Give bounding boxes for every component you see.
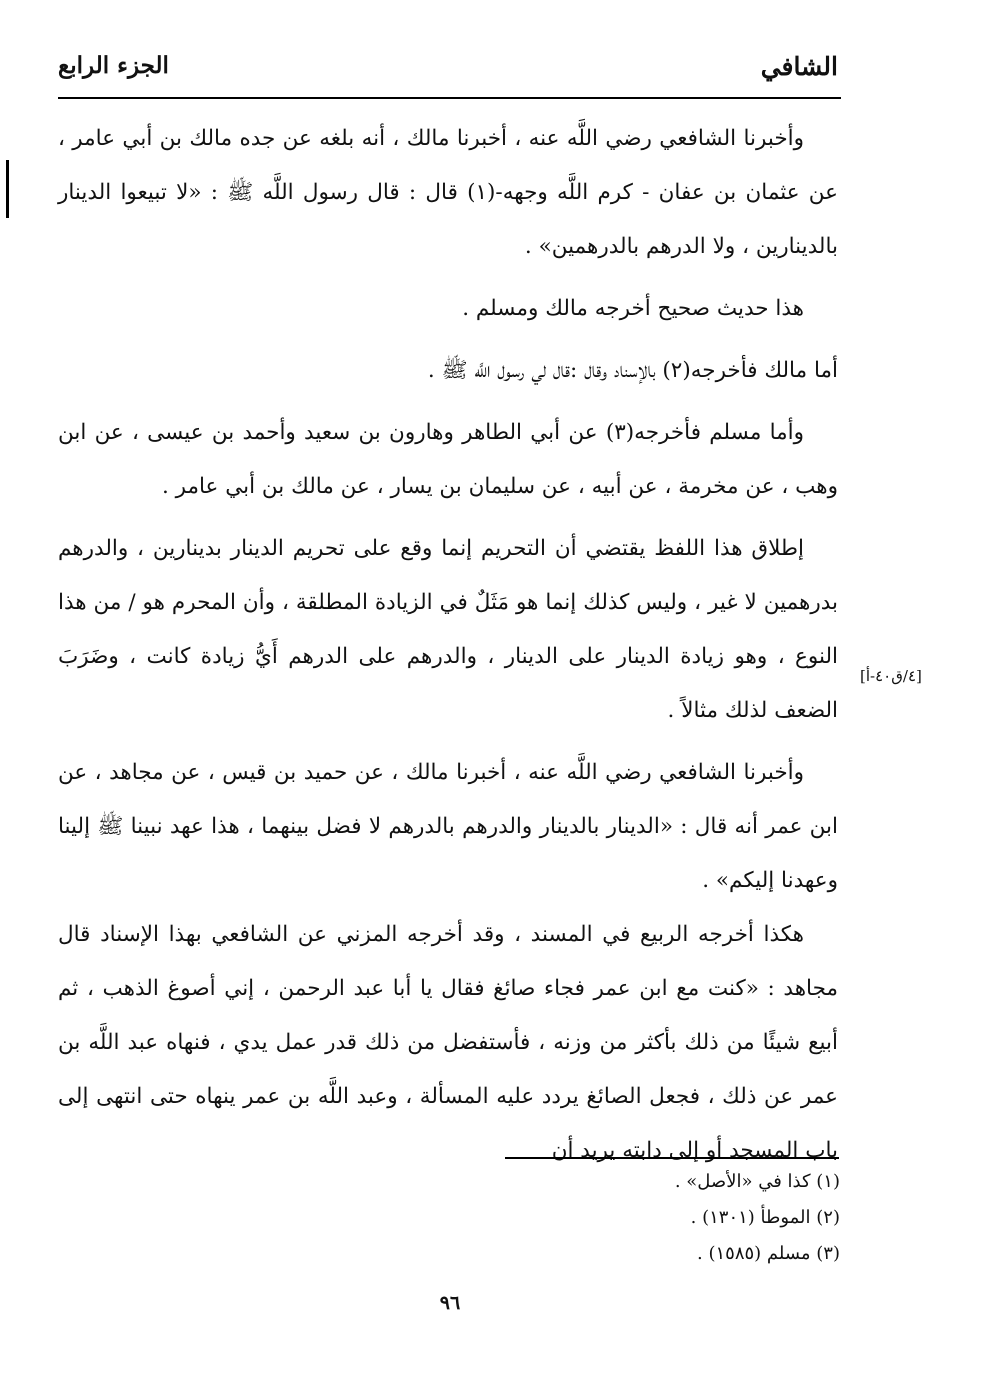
header-rule	[58, 97, 841, 99]
paragraph-7: هكذا أخرجه الربيع في المسند ، وقد أخرجه المزني عن الشافعي بهذا الإسناد قال مجاهد : «كنت مع ابن عمر فجاء صائغ فقال يا أبا عبد الرحمن ، إني أصوغ الذهب ، ثم أبيع شيئًا من ذلك بأكثر من وزنه ، فأستفضل من ذلك قدر عمل يدي ، فنهاه عبد اللَّه بن عمر عن ذلك ، فجعل الصائغ يردد عليه المسألة ، وعبد اللَّه بن عمر ينهاه حتى انتهى إلى باب المسجد أو إلى دابته يريد أن	[58, 922, 838, 1163]
paragraph-4: وأما مسلم فأخرجه(٣) عن أبي الطاهر وهارون بن سعيد وأحمد بن عيسى ، عن ابن وهب ، عن مخرمة ، عن أبيه ، عن سليمان بن يسار ، عن مالك بن أبي عامر .	[58, 420, 838, 499]
footnote-rule	[505, 1157, 839, 1159]
margin-bar	[6, 160, 9, 218]
book-title: الشافي	[760, 52, 838, 81]
footnotes	[675, 1164, 840, 1272]
part-label: الجزء الرابع	[58, 52, 169, 79]
page-number: ٩٦	[439, 1292, 461, 1314]
paragraph-2: هذا حديث صحيح أخرجه مالك ومسلم .	[462, 296, 804, 321]
footnote-2: (٢) الموطأ (١٣٠١) .	[690, 1207, 840, 1228]
footnote-3: (٣) مسلم (١٥٨٥) .	[697, 1243, 840, 1264]
paragraph-5: إطلاق هذا اللفظ يقتضي أن التحريم إنما وقع على تحريم الدينار بدينارين ، والدرهم بدرهمين لا غير ، وليس كذلك إنما هو مَثَلٌ في الزيادة المطلقة ، وأن المحرم هو / من هذا النوع ، وهو زيادة الدينار على الدينار ، والدرهم على الدرهم أَيُّ زيادة كانت ، وضَرَبَ الضعف لذلك مثالاً .	[58, 536, 838, 723]
footnote-1: (١) كذا في «الأصل» .	[674, 1171, 840, 1192]
paragraph-6: وأخبرنا الشافعي رضي اللَّه عنه ، أخبرنا مالك ، عن حميد بن قيس ، عن مجاهد ، عن ابن عمر أنه قال : «الدينار بالدينار والدرهم بالدرهم لا فضل بينهما ، هذا عهد نبينا ﷺ إلينا وعهدنا إليكم» .	[58, 760, 838, 893]
running-header	[58, 52, 838, 98]
paragraph-3: أما مالك فأخرجه(٢) بالإسناد وقال :قال لي رسول اللَّه ﷺ .	[427, 358, 838, 383]
manuscript-folio-note: [٤/ق٤٠-أ]	[860, 667, 922, 685]
paragraph-1: وأخبرنا الشافعي رضي اللَّه عنه ، أخبرنا مالك ، أنه بلغه عن جده مالك بن أبي عامر ، عن عثمان بن عفان - كرم اللَّه وجهه-(١) قال : قال رسول اللَّه ﷺ : «لا تبيعوا الدينار بالدينارين ، ولا الدرهم بالدرهمين» .	[58, 126, 838, 259]
main-text	[58, 112, 838, 1178]
